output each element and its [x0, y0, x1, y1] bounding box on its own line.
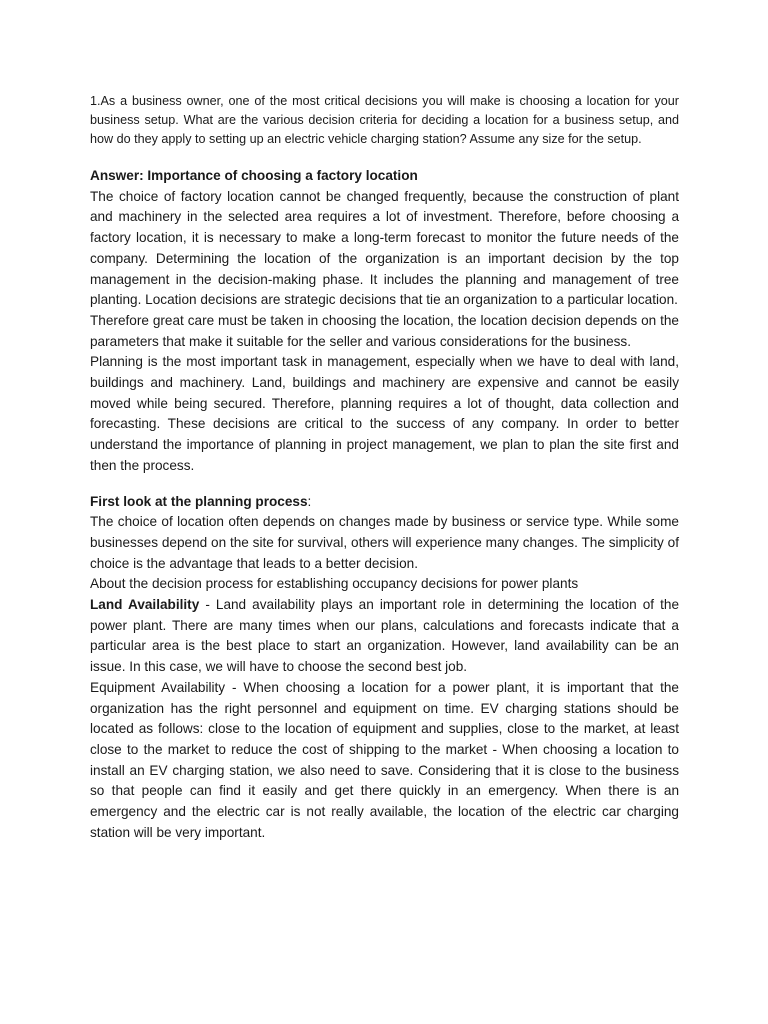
answer-paragraph-3: Planning is the most important task in management, especially when we have to deal with land, buildings and machinery. Land, buildings and machinery are expensive and cannot be easily moved while being secured. Therefore, planning requires a lot of thought, data collection and forecasting. These decisions are critical to the success of any company. In order to better understand the importance of planning in project management, we plan to plan the site first and then the process. [90, 354, 679, 473]
equipment-availability-paragraph: Equipment Availability - When choosing a location for a power plant, it is important that the organization has the right personnel and equipment on time. EV charging stations should be located as follows: close to the location of equipment and supplies, close to the market, at least close to the market to reduce the cost of shipping to the market - When choosing a location to install an EV charging station, we also need to save. Considering that it is close to the business so that people can find it easily and get there quickly in an emergency. When there is an emergency and the electric car is not really available, the location of the electric car charging station will be very important. [90, 679, 679, 840]
answer-heading: Answer: Importance of choosing a factory location [90, 168, 418, 183]
document-page [90, 92, 679, 844]
planning-heading [90, 492, 679, 513]
planning-heading-text: First look at the planning process [90, 493, 308, 509]
planning-heading-colon: : [307, 493, 312, 509]
land-availability-text: - Land availability plays an important role in determining the location of the power plant. There are many times when our plans, calculations and forecasts indicate that a particular area is the best place to start an organization. However, land availability can be an issue. In this case, we will have to choose the second best job. [90, 597, 680, 675]
answer-paragraph-1: The choice of factory location cannot be changed frequently, because the construction of plant and machinery in the selected area requires a lot of investment. Therefore, before choosing a factory location, it is necessary to make a long-term forecast to monitor the future needs of the company. Determining the location of the organization is an important decision by the top management in the decision-making phase. It includes the planning and management of tree planting. Location decisions are strategic decisions that tie an organization to a particular location. [90, 188, 679, 308]
question-text: 1.As a business owner, one of the most critical decisions you will make is choosing a location for your business setup. What are the various decision criteria for deciding a location for a business setup, and how do they apply to setting up an electric vehicle charging station? Assume any size for the setup. [90, 94, 679, 146]
planning-paragraph-2: About the decision process for establishing occupancy decisions for power plants [90, 576, 579, 592]
answer-paragraph-2: Therefore great care must be taken in choosing the location, the location decision depends on the parameters that make it suitable for the seller and various considerations for the business. [90, 312, 679, 349]
land-availability-paragraph [90, 595, 679, 678]
land-availability-label: Land Availability [90, 597, 200, 613]
planning-paragraph-1: The choice of location often depends on changes made by business or service type. While some businesses depend on the site for survival, others will experience many changes. The simplicity of choice is the advantage that leads to a better decision. [90, 514, 679, 571]
section-gap [90, 477, 679, 492]
